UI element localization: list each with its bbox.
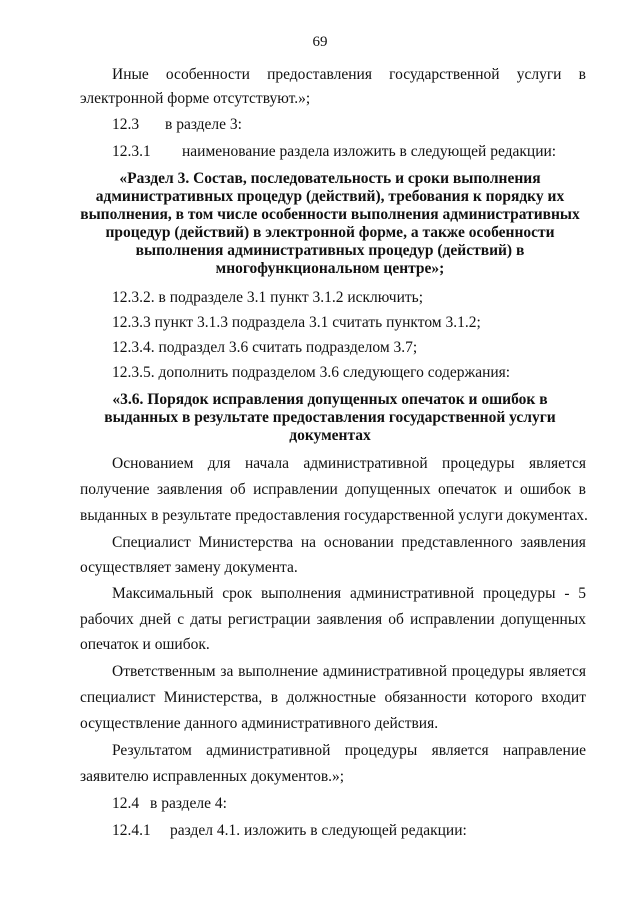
word: входит (541, 689, 586, 706)
word: процедуры (442, 455, 515, 472)
word: в (578, 481, 586, 498)
word: заявления (316, 611, 383, 628)
clause-number: 12.3.1 (112, 143, 151, 160)
section-heading-line: административных процедур (действий), требования к порядку их (95, 188, 565, 205)
word: - (564, 585, 570, 602)
word: регистрации (227, 611, 311, 628)
word: основании (323, 534, 394, 551)
word: административной (349, 585, 475, 602)
word: с (177, 611, 185, 628)
word: выполнения (260, 585, 342, 602)
justified-line (112, 742, 586, 760)
clause-item: 12.3.5. дополнить подразделом 3.6 следующего содержания: (112, 364, 511, 381)
word: Министерства, (163, 689, 263, 706)
clause-item: 12.3.2. в подразделе 3.1 пункт 3.1.2 исключить; (112, 289, 424, 306)
word: является (529, 455, 586, 472)
word: специалист (80, 689, 156, 706)
text-line: осуществление данного административного действия. (80, 715, 439, 732)
word: 5 (578, 585, 586, 602)
word: за (220, 663, 234, 680)
word: заявления (520, 534, 586, 551)
justified-line (112, 534, 586, 552)
word: Иные (112, 66, 149, 83)
clause-item: 12.3.4. подраздел 3.6 считать подразделом 3.7; (112, 339, 418, 356)
word: и (504, 481, 513, 498)
word: административной (206, 742, 331, 759)
word: срок (222, 585, 253, 602)
word: Максимальный (112, 585, 214, 602)
word: административной (303, 455, 428, 472)
word: дней (139, 611, 172, 628)
justified-line (80, 689, 586, 707)
word: выполнение (238, 663, 319, 680)
word: Специалист (112, 534, 191, 551)
word: является (529, 663, 586, 680)
word: Результатом (112, 742, 192, 759)
word: допущенных (500, 611, 586, 628)
justified-line (112, 663, 586, 681)
justified-line (80, 611, 586, 629)
clause-number: 12.3 (112, 116, 140, 133)
word: представленного (401, 534, 513, 551)
word: Ответственным (112, 663, 216, 680)
word: опечаток (438, 481, 497, 498)
text-line: заявителю исправленных документов.»; (80, 768, 345, 785)
word: об (388, 611, 404, 628)
word: процедуры (344, 742, 418, 759)
word: заявления (156, 481, 223, 498)
clause-item: 12.3.3 пункт 3.1.3 подраздела 3.1 считать пунктом 3.1.2; (112, 314, 481, 331)
word: в (270, 689, 279, 706)
word: об (230, 481, 246, 498)
word: процедуры (451, 663, 525, 680)
word: исправлении (253, 481, 338, 498)
text-line: электронной форме отсутствуют.»; (80, 90, 311, 107)
page-number: 69 (312, 34, 328, 50)
word: на (300, 534, 317, 551)
word: в (578, 66, 586, 83)
word: получение (80, 481, 150, 498)
word: государственной (389, 66, 500, 83)
word: является (431, 742, 489, 759)
justified-line (112, 66, 586, 84)
word: административной (322, 663, 448, 680)
section-heading-line: выполнения административных процедур (действий) в (135, 242, 525, 259)
clause-text: раздел 4.1. изложить в следующей редакции: (170, 822, 467, 839)
justified-line (112, 585, 586, 603)
clause-text: в разделе 3: (165, 116, 242, 133)
word: которого (474, 689, 533, 706)
subsection-heading-line: «3.6. Порядок исправления допущенных опечаток и ошибок в (112, 391, 548, 408)
section-heading-line: «Раздел 3. Состав, последовательность и сроки выполнения (119, 170, 541, 187)
word: начала (244, 455, 289, 472)
text-line: выданных в результате предоставления государственной услуги документах. (80, 507, 588, 524)
word: исправлении (409, 611, 495, 628)
word: обязанности (384, 689, 467, 706)
section-heading-line: многофункциональном центре»; (215, 260, 445, 277)
word: рабочих (80, 611, 134, 628)
word: услуги (516, 66, 562, 83)
word: особенности (165, 66, 250, 83)
justified-line (112, 455, 586, 473)
word: допущенных (345, 481, 431, 498)
word: процедуры (482, 585, 556, 602)
word: ошибок (519, 481, 572, 498)
clause-number: 12.4 (112, 795, 140, 812)
clause-text: наименование раздела изложить в следующей редакции: (182, 143, 557, 160)
text-line: осуществляет замену документа. (80, 559, 298, 576)
section-heading-line: процедур (действий) в электронной форме, а также особенности (105, 224, 555, 241)
word: Министерства (198, 534, 294, 551)
clause-text: в разделе 4: (150, 795, 227, 812)
word: предоставления (267, 66, 372, 83)
word: для (207, 455, 231, 472)
text-line: опечаток и ошибок. (80, 636, 210, 653)
section-heading-line: выполнения, в том числе особенности выполнения административных (80, 206, 580, 223)
word: направление (502, 742, 586, 759)
word: должностные (286, 689, 377, 706)
clause-number: 12.4.1 (112, 822, 151, 839)
justified-line (80, 481, 586, 499)
subsection-heading-line: документах (289, 427, 371, 444)
subsection-heading-line: выданных в результате предоставления государственной услуги (104, 409, 556, 426)
word: Основанием (112, 455, 194, 472)
word: даты (190, 611, 222, 628)
